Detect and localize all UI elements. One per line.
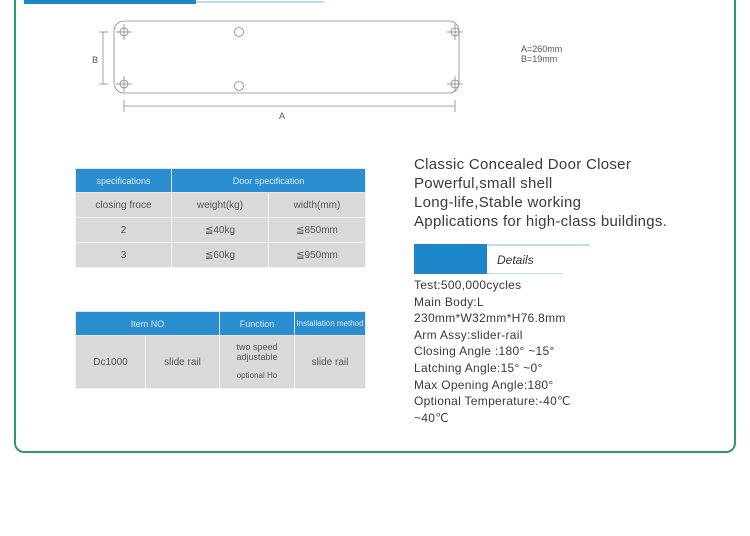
spec-table (75, 168, 366, 268)
details-accent-block (414, 244, 487, 274)
detail-line: Arm Assy:slider-rail (414, 327, 523, 342)
mounting-plate-drawing (80, 16, 480, 126)
details-underline (487, 273, 563, 274)
function-cell (219, 336, 294, 389)
center-hole-top (235, 28, 244, 37)
width-value: ≦850mm (269, 218, 366, 243)
function-sub: optional Ho (236, 371, 278, 380)
detail-line: Max Opening Angle:180° (414, 377, 554, 392)
details-label: Details (497, 253, 534, 267)
dim-b-text: B=19mm (521, 54, 558, 64)
center-hole-bottom (235, 82, 244, 91)
hole-top-right (447, 24, 463, 40)
detail-line: Latching Angle:15° ~0° (414, 360, 543, 375)
detail-line: ~40℃ (414, 410, 450, 425)
table-row (76, 243, 366, 268)
plate-outline (114, 21, 459, 93)
door-spec-header: Door specification (172, 169, 366, 193)
model-cell: Dc1000 (76, 336, 146, 389)
headline-line: Long-life,Stable working (414, 194, 582, 211)
function-main: two speed adjustable (236, 342, 278, 362)
detail-line: Closing Angle :180° ~15° (414, 344, 555, 359)
weight-label: weight(kg) (172, 193, 269, 218)
details-heading (414, 244, 590, 274)
width-value: ≦950mm (269, 243, 366, 268)
headline-line: Classic Concealed Door Closer (414, 156, 632, 173)
function-header: Function (219, 312, 294, 336)
detail-line: Test:500,000cycles (414, 278, 522, 292)
item-table (75, 311, 366, 389)
top-accent-bar (24, 0, 196, 4)
hole-top-left (116, 24, 132, 40)
label-b: B (92, 55, 99, 65)
item-no-header: Item NO (76, 312, 220, 336)
weight-value: ≦60kg (172, 243, 269, 268)
spec-header: specifications (76, 169, 172, 193)
dim-a-text: A=260mm (521, 44, 563, 54)
closing-force-label: closing froce (76, 193, 172, 218)
product-headline (414, 155, 667, 231)
hole-bottom-right (447, 76, 463, 92)
force-value: 2 (76, 218, 172, 243)
installation-cell: slide rail (294, 336, 365, 389)
details-list (414, 277, 571, 426)
dimension-note (521, 44, 562, 64)
headline-line: Applications for high-class buildings. (414, 213, 668, 230)
headline-line: Powerful,small shell (414, 175, 553, 192)
label-a: A (279, 111, 286, 121)
detail-line: Optional Temperature:-40℃ (414, 394, 571, 409)
force-value: 3 (76, 243, 172, 268)
installation-header: Installation method (294, 312, 365, 336)
table-row (76, 336, 366, 389)
table-row (76, 218, 366, 243)
top-accent-line (196, 1, 324, 3)
details-accent-line (487, 244, 590, 246)
detail-line: 230mm*W32mm*H76.8mm (414, 311, 566, 326)
detail-line: Main Body:L (414, 294, 485, 309)
type-cell: slide rail (146, 336, 220, 389)
hole-bottom-left (116, 76, 132, 92)
weight-value: ≦40kg (172, 218, 269, 243)
width-label: width(mm) (269, 193, 366, 218)
